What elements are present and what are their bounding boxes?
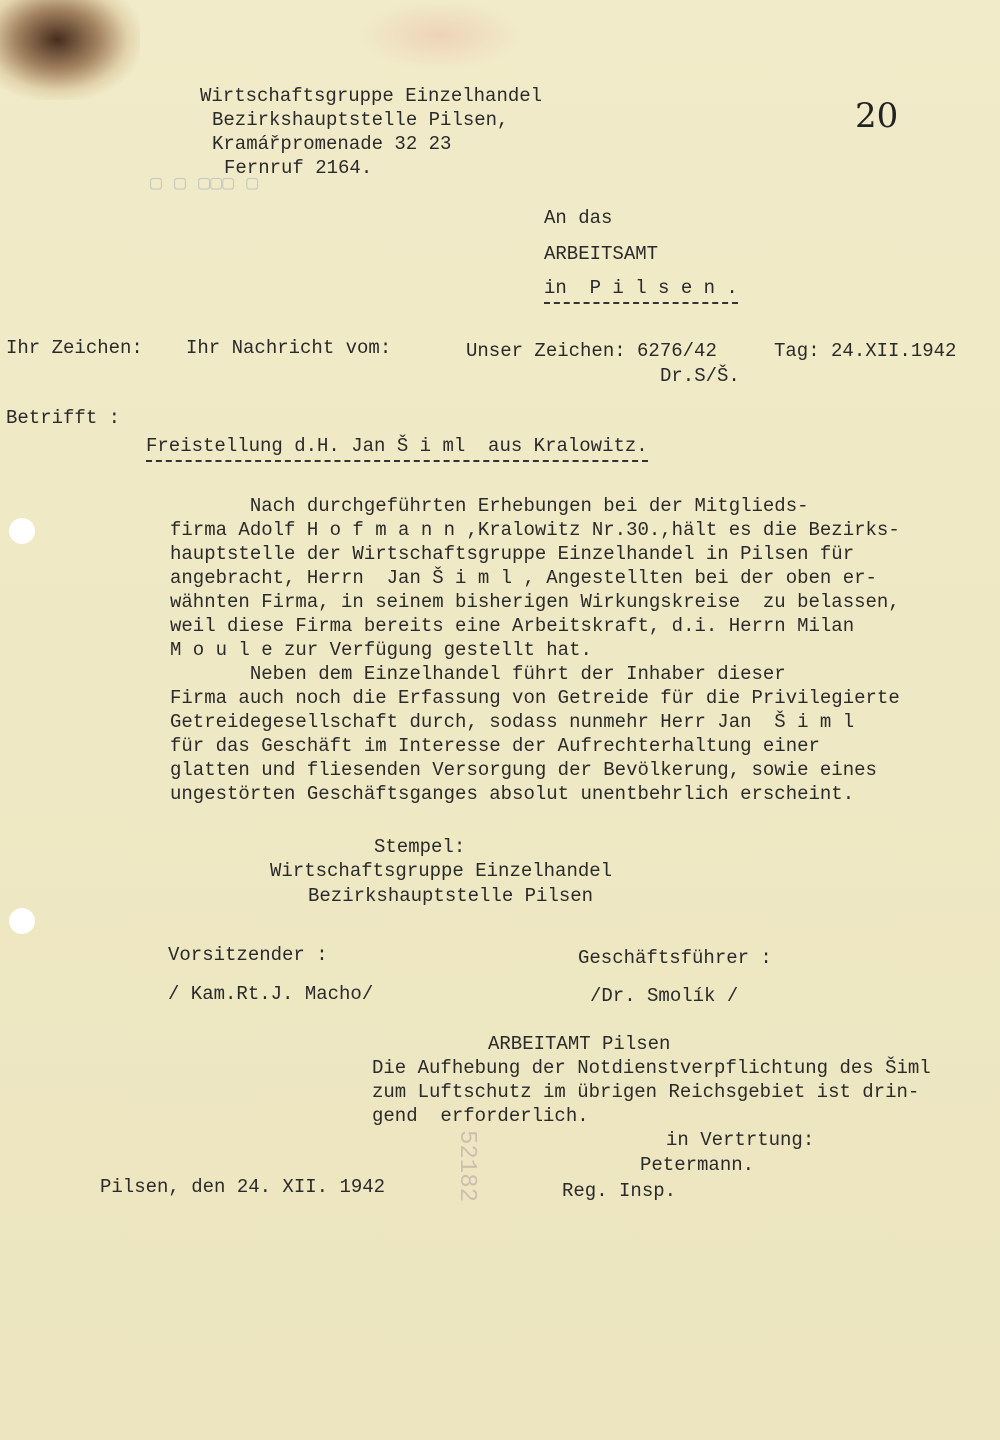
recipient-line-3: in P i l s e n .: [544, 276, 738, 304]
subject-text: Freistellung d.H. Jan Š i ml aus Kralowitz.: [146, 434, 648, 462]
punch-hole-top: [9, 518, 35, 544]
place-date: Pilsen, den 24. XII. 1942: [100, 1176, 386, 1198]
page-number: 20: [855, 96, 899, 136]
burn-stain: [0, 0, 140, 100]
chair-name: / Kam.Rt.J. Macho/: [168, 983, 374, 1005]
manager-name: /Dr. Smolík /: [590, 985, 739, 1007]
subject-label: Betrifft :: [6, 407, 121, 429]
stamp-line-1: Wirtschaftsgruppe Einzelhandel: [270, 860, 613, 882]
faint-blue-stamp: ▢ ▢ ▢▢▢ ▢: [150, 173, 259, 196]
sender-line-3: Kramářpromenade 32 23: [212, 133, 452, 155]
unser-zeichen: Unser Zeichen: 6276/42: [466, 340, 717, 362]
office-note-title: ARBEITAMT Pilsen: [488, 1033, 671, 1055]
manager-label: Geschäftsführer :: [578, 947, 772, 969]
office-note-line-1: Die Aufhebung der Notdienstverpflichtung des Šiml: [372, 1057, 931, 1079]
punch-hole-bottom: [9, 908, 35, 934]
pencil-mark: 52182: [453, 1130, 480, 1203]
date-tag: Tag: 24.XII.1942: [774, 340, 957, 362]
recipient-line-2: ARBEITSAMT: [544, 243, 659, 265]
office-note-name: Petermann.: [640, 1154, 755, 1176]
office-note-rank: Reg. Insp.: [562, 1180, 677, 1202]
recipient-line-1: An das: [544, 207, 613, 229]
sender-line-4: Fernruf 2164.: [224, 157, 373, 179]
stamp-line-2: Bezirkshauptstelle Pilsen: [308, 885, 594, 907]
letter-body: Nach durchgeführten Erhebungen bei der Mitglieds- firma Adolf H o f m a n n ,Kralowitz Nr.30.,hält es die Bezirks- hauptstelle der Wirtschaftsgruppe Einzelhandel in Pilsen für angebracht, Herrn Jan Š i m l , Angestellten bei der oben er- wähnten Firma, in seinem bisherigen Wirkungskreise zu belassen, weil diese Firma bereits eine Arbeitskraft, d.i. Herrn Milan M o u l e zur Verfügung gestellt hat. Neben dem Einzelhandel führt der Inhaber dieser Firma auch noch die Erfassung von Getreide für die Privilegierte Getreidegesellschaft durch, sodass nunmehr Herr Jan Š i m l für das Geschäft im Interesse der Aufrechterhaltung einer glatten und fliesenden Versorgung der Bevölkerung, sowie eines ungestörten Geschäftsganges absolut unentbehrlich erscheint.: [170, 495, 900, 805]
ihr-nachricht-label: Ihr Nachricht vom:: [186, 337, 392, 359]
sender-line-1: Wirtschaftsgruppe Einzelhandel: [200, 85, 543, 107]
stamp-label: Stempel:: [374, 836, 466, 858]
office-note-line-3: gend erforderlich.: [372, 1105, 589, 1127]
reference-initials: Dr.S/Š.: [660, 365, 740, 387]
office-note-vertretung: in Vertrtung:: [666, 1129, 815, 1151]
sender-line-2: Bezirkshauptstelle Pilsen,: [212, 109, 509, 131]
chair-label: Vorsitzender :: [168, 944, 328, 966]
office-note-line-2: zum Luftschutz im übrigen Reichsgebiet ist drin-: [372, 1081, 920, 1103]
faint-red-stamp: [360, 0, 520, 70]
ihr-zeichen-label: Ihr Zeichen:: [6, 337, 143, 359]
